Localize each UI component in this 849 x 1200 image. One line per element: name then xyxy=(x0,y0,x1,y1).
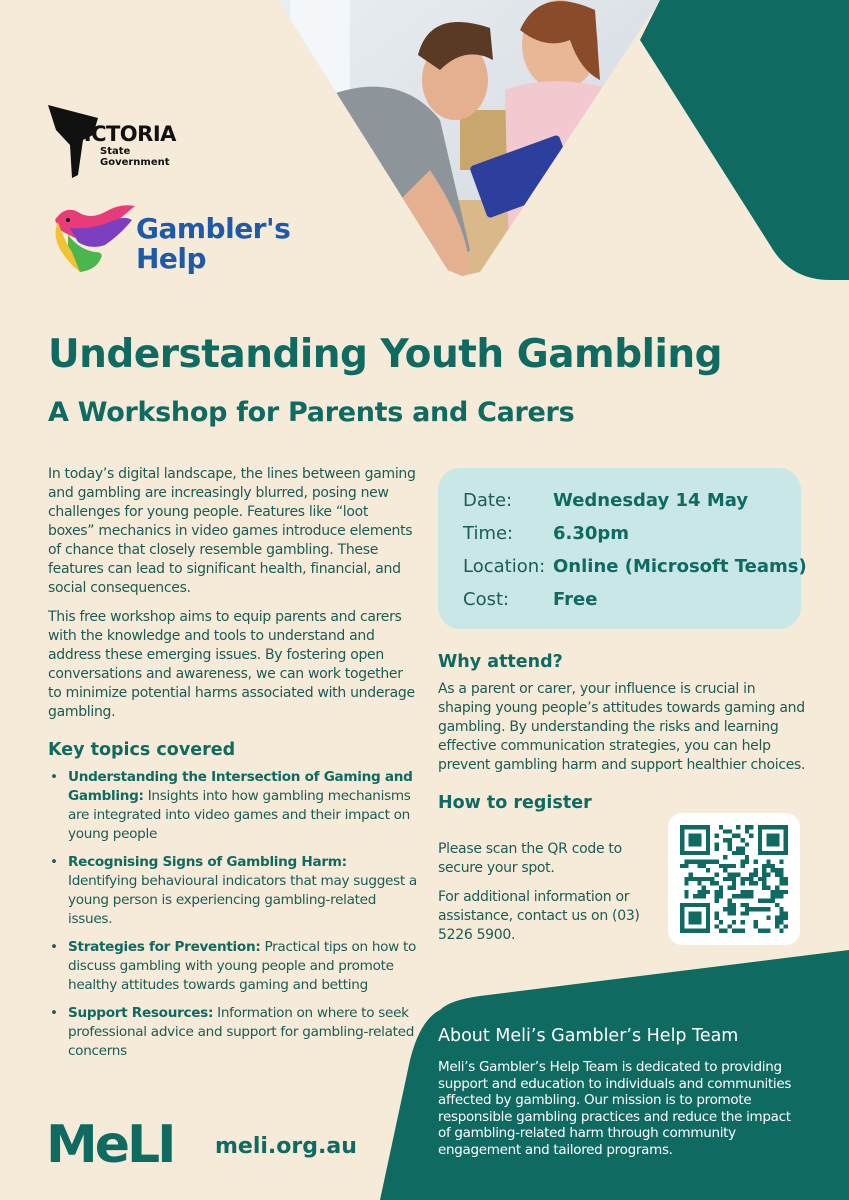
meli-logo: MeLI xyxy=(46,1115,174,1175)
qr-code[interactable] xyxy=(680,825,788,933)
why-attend-text: As a parent or carer, your influence is crucial in shaping young people’s attitudes towards gaming and gambling. By understanding the risks and learning effective communication strategies, you can help prevent gambling harm and support healthier choices. xyxy=(438,681,806,773)
topic-item: • Understanding the Intersection of Gaming and Gambling: Insights into how gambling mechanisms are integrated into video games and their impact on young people xyxy=(48,768,418,844)
bird-icon xyxy=(50,200,140,280)
page-title: Understanding Youth Gambling xyxy=(48,332,723,377)
about-heading: About Meli’s Gambler’s Help Team xyxy=(438,1026,739,1046)
topic-item: • Support Resources: Information on where to seek professional advice and support for gambling-related concerns xyxy=(48,1004,418,1061)
register-scan-text: Please scan the QR code to secure your spot. xyxy=(438,841,622,876)
why-attend-heading: Why attend? xyxy=(438,652,563,672)
website-link[interactable]: meli.org.au xyxy=(215,1134,357,1159)
topic-item: • Strategies for Prevention: Practical tips on how to discuss gambling with young people and promote healthy attitudes towards gaming and betting xyxy=(48,938,418,995)
gamblers-help-wordmark: Gambler's Help xyxy=(136,212,291,275)
topics-heading: Key topics covered xyxy=(48,740,236,760)
about-text: Meli’s Gambler’s Help Team is dedicated to providing support and education to individuals and communities affected by gambling. Our mission is to promote responsible gambling practices and reduce the impact of gambling-related harm through community engagement and tailored programs. xyxy=(438,1059,792,1158)
left-column xyxy=(48,465,418,1070)
right-column xyxy=(438,652,808,821)
intro-paragraph-1: In today’s digital landscape, the lines between gaming and gambling are increasingly blurred, posing new challenges for young people. Features like “loot boxes” mechanics in video games introduce elements of chance that closely resemble gambling. These features can lead to significant health, financial, and social consequences. xyxy=(48,466,416,596)
topics-list xyxy=(48,768,418,1061)
event-details-box: Date: Wednesday 14 May Time: 6.30pm Location: Online (Microsoft Teams) Cost: Free xyxy=(438,468,801,629)
page-subtitle: A Workshop for Parents and Carers xyxy=(48,397,575,428)
gamblers-help-logo xyxy=(50,200,291,280)
topic-item: • Recognising Signs of Gambling Harm: Identifying behavioural indicators that may suggest a young person is experiencing gambling-related issues. xyxy=(48,853,418,929)
register-heading: How to register xyxy=(438,793,592,813)
register-section xyxy=(438,840,658,955)
victoria-logo xyxy=(48,100,178,180)
qr-code-card[interactable] xyxy=(668,813,800,945)
victoria-wordmark: VICTORIA xyxy=(68,122,176,146)
register-contact-text: For additional information or assistance, contact us on (03) 5226 5900. xyxy=(438,889,640,943)
state-government-text: State Government xyxy=(100,146,170,168)
intro-paragraph-2: This free workshop aims to equip parents and carers with the knowledge and tools to understand and address these emerging issues. By fostering open conversations and awareness, we can work together to minimize potential harms associated with underage gambling. xyxy=(48,609,415,720)
